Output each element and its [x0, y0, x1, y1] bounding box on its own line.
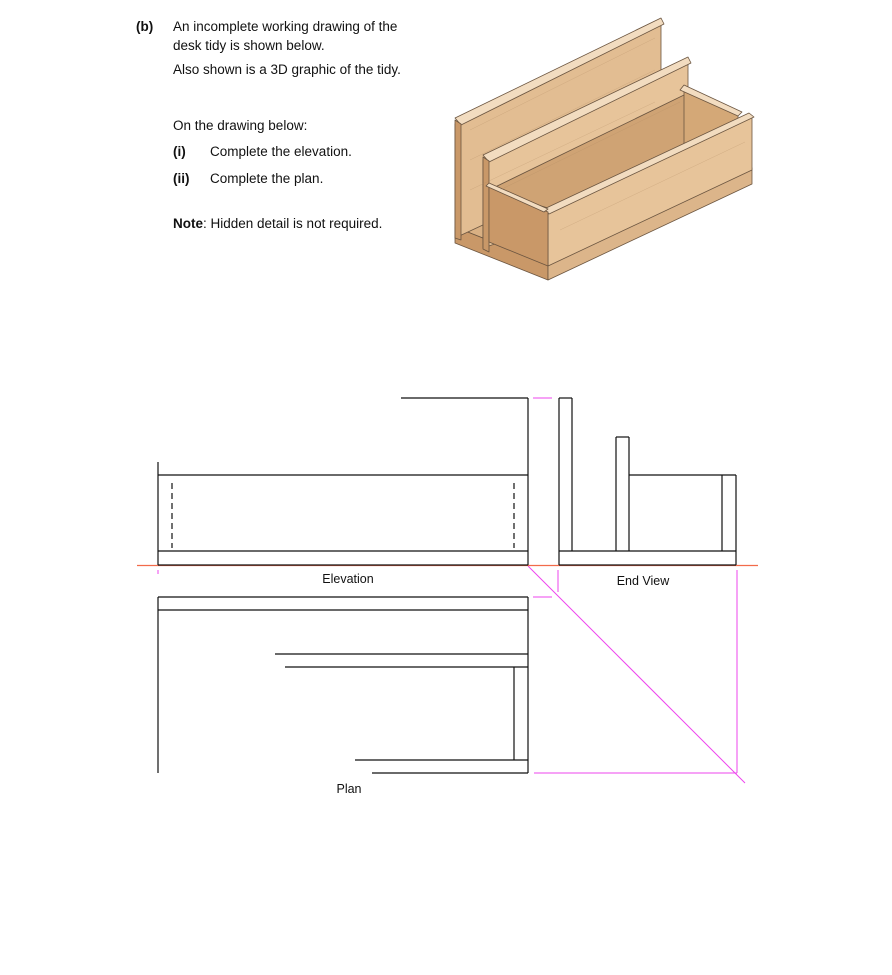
note-text: : Hidden detail is not required.: [203, 216, 383, 231]
elevation-label: Elevation: [322, 572, 374, 586]
question-instruction: On the drawing below:: [173, 118, 308, 133]
task-label-ii: (ii): [173, 171, 190, 186]
question-intro-line-2: desk tidy is shown below.: [173, 38, 325, 53]
task-text-i: Complete the elevation.: [210, 144, 352, 159]
question-intro-line-3: Also shown is a 3D graphic of the tidy.: [173, 62, 401, 77]
plan-view: [158, 597, 528, 773]
end-view: [559, 398, 736, 565]
question-intro-line-1: An incomplete working drawing of the: [173, 19, 398, 34]
projection-lines: [158, 398, 745, 783]
note-label: Note: [173, 216, 203, 231]
elevation-view: [158, 398, 528, 565]
task-text-ii: Complete the plan.: [210, 171, 324, 186]
end-view-label: End View: [616, 574, 670, 588]
question-part-label: (b): [136, 19, 154, 34]
plan-label: Plan: [336, 782, 362, 796]
task-label-i: (i): [173, 144, 186, 159]
